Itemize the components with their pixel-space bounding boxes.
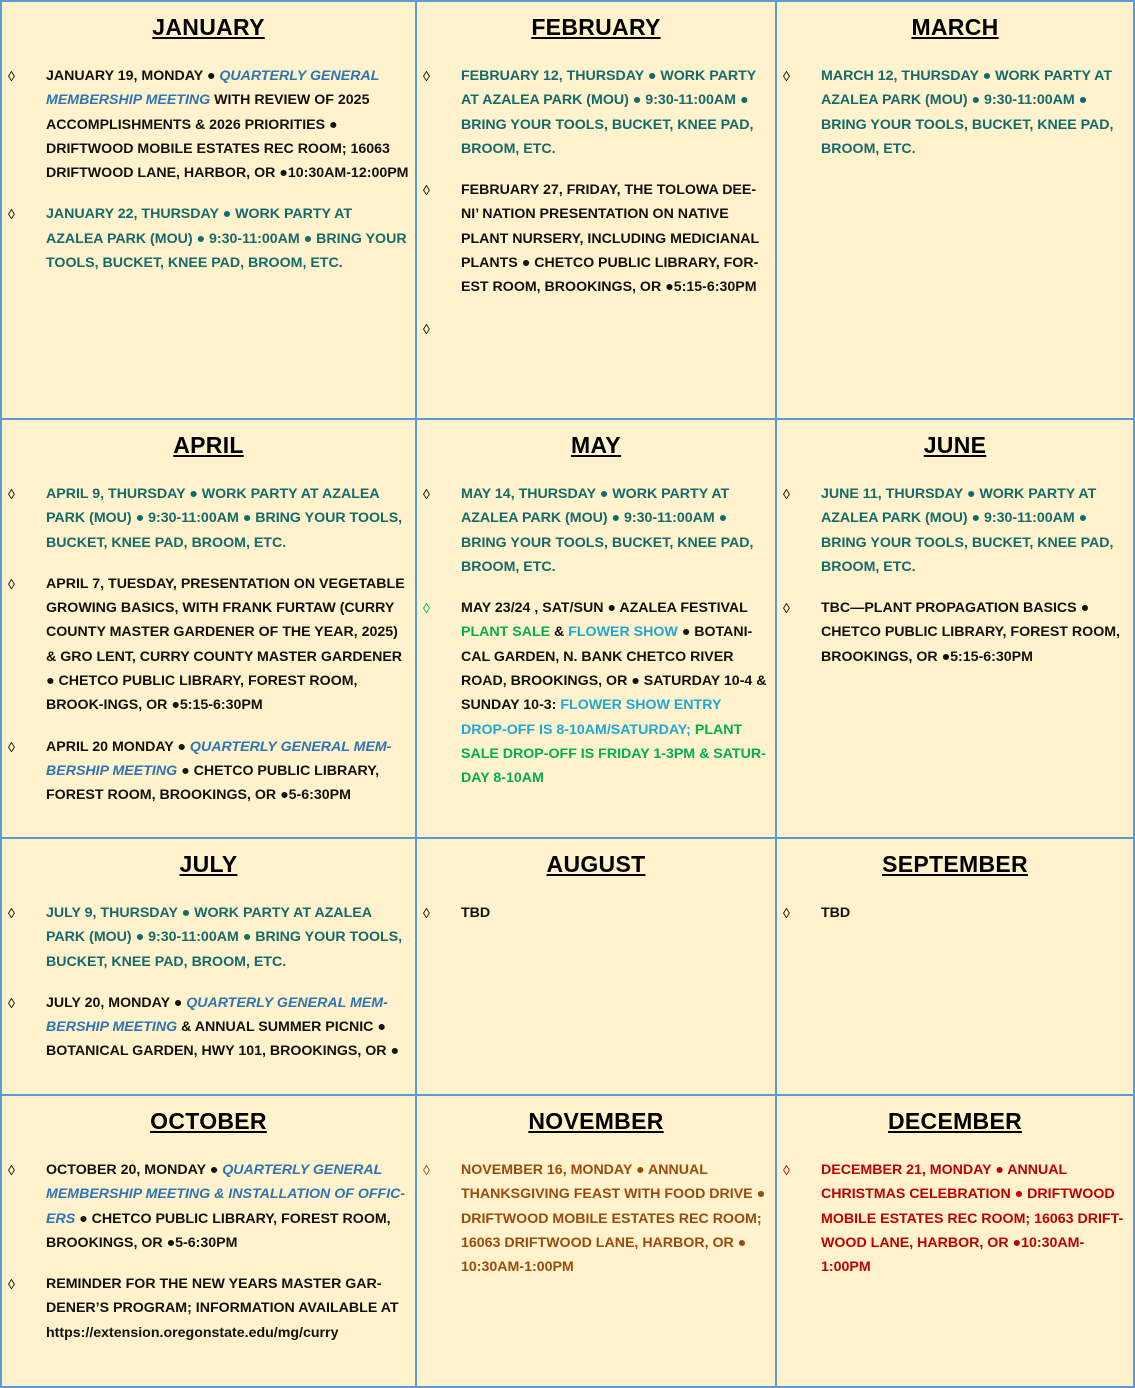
event-text: JULY 20, MONDAY ● [46, 994, 187, 1011]
event-list [417, 482, 775, 791]
diamond-bullet-icon: ◊ [783, 600, 790, 617]
event-list [417, 64, 775, 341]
event-text: ● CHETCO PUBLIC LIBRARY, FOREST ROOM, BROOKINGS, OR ●5-6:30PM [46, 762, 380, 804]
event-text: APRIL 20 MONDAY ● [46, 738, 190, 755]
event-text: & [550, 624, 569, 641]
event-text: PLANT SALE [461, 624, 551, 641]
month-cell-august [415, 837, 777, 1096]
diamond-bullet-icon: ◊ [8, 905, 15, 921]
event-text: MAY 23/24 , SAT/SUN ● AZALEA FESTIVAL [461, 600, 748, 617]
event-item [2, 202, 415, 275]
month-title: OCTOBER [150, 1108, 267, 1134]
event-item [417, 178, 775, 299]
month-title: MAY [571, 432, 621, 458]
month-cell-april [0, 418, 417, 839]
event-text: DECEMBER 21, MONDAY ● ANNUAL CHRISTMAS CELEBRATION ● DRIFTWOOD MOBILE ESTATES REC ROOM; 16063 DRIFT-WOOD LANE, HARBOR, OR ●10:30AM-1:00PM [821, 1162, 1124, 1276]
month-cell-december [775, 1094, 1135, 1388]
event-list [2, 482, 415, 808]
event-text: ● BOTANI-CAL GARDEN, N. BANK CHETCO RIVER ROAD, BROOKINGS, OR ● SATURDAY 10-4 & SUNDAY 10-3: [461, 624, 767, 714]
diamond-bullet-icon: ◊ [423, 320, 430, 337]
event-list [417, 901, 775, 925]
event-list [777, 64, 1133, 161]
diamond-bullet-icon: ◊ [423, 1162, 430, 1178]
event-text: JULY 9, THURSDAY ● WORK PARTY AT AZALEA PARK (MOU) ● 9:30-11:00AM ● BRING YOUR TOOLS, BUCKET, KNEE PAD, BROOM, ETC. [46, 905, 403, 970]
event-item [417, 901, 775, 925]
event-text: QUARTERLY GENERAL MEMBERSHIP MEETING & INSTALLATION OF OFFIC-ERS [46, 1162, 406, 1227]
event-item [777, 1158, 1133, 1279]
diamond-bullet-icon: ◊ [423, 905, 430, 921]
diamond-bullet-icon: ◊ [423, 600, 430, 617]
month-title: JANUARY [152, 14, 265, 40]
diamond-bullet-icon: ◊ [423, 68, 430, 84]
diamond-bullet-icon: ◊ [783, 486, 790, 502]
event-list [2, 901, 415, 1064]
event-item [2, 901, 415, 974]
event-text: QUARTERLY GENERAL MEM-BERSHIP MEETING [46, 994, 388, 1036]
event-item [2, 1158, 415, 1255]
event-text: ● CHETCO PUBLIC LIBRARY, FOREST ROOM, BROOKINGS, OR ●5-6:30PM [46, 1210, 391, 1251]
event-item [2, 735, 415, 808]
event-text: & ANNUAL SUMMER PICNIC ● BOTANICAL GARDEN, HWY 101, BROOKINGS, OR ● [46, 1019, 400, 1060]
event-item [417, 596, 775, 790]
event-text: TBD [821, 905, 851, 921]
month-cell-june [775, 418, 1135, 839]
event-text: FLOWER SHOW [568, 624, 678, 641]
month-title: FEBRUARY [531, 14, 661, 40]
diamond-bullet-icon: ◊ [8, 486, 15, 502]
event-text: APRIL 7, TUESDAY, PRESENTATION ON VEGETABLE GROWING BASICS, WITH FRANK FURTAW (CURRY COUNTY MASTER GARDENER OF THE YEAR, 2025) & GRO LENT, CURRY COUNTY MASTER GARDENER ● CHETCO PUBLIC LIBRARY, FOREST ROOM, BROOK-INGS, OR ●5:15-6:30PM [46, 575, 405, 714]
event-item [777, 596, 1133, 669]
month-cell-march [775, 0, 1135, 420]
month-title: MARCH [911, 14, 999, 40]
month-cell-september [775, 837, 1135, 1096]
month-title: JULY [179, 851, 238, 877]
event-text: APRIL 9, THURSDAY ● WORK PARTY AT AZALEA PARK (MOU) ● 9:30-11:00AM ● BRING YOUR TOOLS, BUCKET, KNEE PAD, BROOM, ETC. [46, 486, 403, 551]
month-title: SEPTEMBER [882, 851, 1028, 877]
event-list [2, 64, 415, 275]
diamond-bullet-icon: ◊ [423, 182, 430, 199]
diamond-bullet-icon: ◊ [8, 1162, 15, 1178]
month-title: AUGUST [546, 851, 646, 877]
diamond-bullet-icon: ◊ [8, 738, 15, 755]
event-item [417, 64, 775, 161]
event-text: TBC—PLANT PROPAGATION BASICS ● CHETCO PUBLIC LIBRARY, FOREST ROOM, BROOKINGS, OR ●5:15-6:30PM [821, 600, 1120, 665]
event-text: NOVEMBER 16, MONDAY ● ANNUAL THANKSGIVING FEAST WITH FOOD DRIVE ● DRIFTWOOD MOBILE ESTATES REC ROOM; 16063 DRIFTWOOD LANE, HARBOR, OR ● 10:30AM-1:00PM [461, 1162, 766, 1276]
diamond-bullet-icon: ◊ [8, 1276, 15, 1293]
event-text: JANUARY 22, THURSDAY ● WORK PARTY AT AZALEA PARK (MOU) ● 9:30-11:00AM ● BRING YOUR TOOLS, BUCKET, KNEE PAD, BROOM, ETC. [46, 206, 407, 272]
event-text: QUARTERLY GENERAL MEM-BERSHIP MEETING [46, 738, 392, 779]
event-text: MAY 14, THURSDAY ● WORK PARTY AT AZALEA PARK (MOU) ● 9:30-11:00AM ● BRING YOUR TOOLS, BUCKET, KNEE PAD, BROOM, ETC. [461, 486, 754, 575]
month-cell-january [0, 0, 417, 420]
event-text: OCTOBER 20, MONDAY ● [46, 1162, 223, 1178]
diamond-bullet-icon: ◊ [8, 68, 15, 84]
event-item [417, 482, 775, 579]
event-list [2, 1158, 415, 1345]
diamond-bullet-icon: ◊ [423, 486, 430, 502]
month-cell-july [0, 837, 417, 1096]
event-text: MARCH 12, THURSDAY ● WORK PARTY AT AZALEA PARK (MOU) ● 9:30-11:00AM ● BRING YOUR TOOLS, BUCKET, KNEE PAD, BROOM, ETC. [821, 68, 1114, 157]
event-item [777, 482, 1133, 579]
event-text: FEBRUARY 12, THURSDAY ● WORK PARTY AT AZALEA PARK (MOU) ● 9:30-11:00AM ● BRING YOUR TOOLS, BUCKET, KNEE PAD, BROOM, ETC. [461, 68, 756, 157]
event-text: JUNE 11, THURSDAY ● WORK PARTY AT AZALEA PARK (MOU) ● 9:30-11:00AM ● BRING YOUR TOOLS, BUCKET, KNEE PAD, BROOM, ETC. [821, 486, 1114, 575]
month-cell-october [0, 1094, 417, 1388]
event-text: JANUARY 19, MONDAY ● [46, 68, 220, 84]
event-text: TBD [461, 905, 491, 921]
diamond-bullet-icon: ◊ [783, 1162, 790, 1178]
month-title: JUNE [923, 432, 987, 458]
event-list [777, 901, 1133, 925]
event-text: FLOWER SHOW ENTRY DROP-OFF IS 8-10AM/SATURDAY; [461, 697, 722, 738]
event-text: PLANT SALE DROP-OFF IS FRIDAY 1-3PM & SATUR-DAY 8-10AM [461, 721, 766, 787]
event-text: FEBRUARY 27, FRIDAY, THE TOLOWA DEE-NI’ NATION PRESENTATION ON NATIVE PLANT NURSERY, INCLUDING MEDICIANAL PLANTS ● CHETCO PUBLIC LIBRARY, FOR-EST ROOM, BROOKINGS, OR ●5:15-6:30PM [461, 182, 759, 296]
event-list [777, 1158, 1133, 1279]
event-text: WITH REVIEW OF 2025 ACCOMPLISHMENTS & 2026 PRIORITIES ● DRIFTWOOD MOBILE ESTATES REC ROOM; 16063 DRIFTWOOD LANE, HARBOR, OR ●10:30AM-12:00PM [46, 92, 409, 182]
event-item [777, 64, 1133, 161]
event-item [2, 1272, 415, 1345]
event-item [2, 482, 415, 555]
event-item [417, 317, 775, 341]
event-text: REMINDER FOR THE NEW YEARS MASTER GAR-DENER’S PROGRAM; INFORMATION AVAILABLE AT https://extension.oregonstate.edu/mg/curry [46, 1276, 399, 1341]
diamond-bullet-icon: ◊ [8, 206, 15, 223]
month-cell-may [415, 418, 777, 839]
month-title: NOVEMBER [528, 1108, 664, 1134]
month-cell-november [415, 1094, 777, 1388]
month-title: DECEMBER [887, 1108, 1023, 1134]
event-text: QUARTERLY GENERAL MEMBERSHIP MEETING [46, 68, 380, 109]
event-list [417, 1158, 775, 1279]
diamond-bullet-icon: ◊ [8, 575, 15, 592]
diamond-bullet-icon: ◊ [783, 905, 790, 921]
event-item [2, 64, 415, 185]
diamond-bullet-icon: ◊ [783, 68, 790, 84]
month-cell-february [415, 0, 777, 420]
event-list [777, 482, 1133, 669]
diamond-bullet-icon: ◊ [8, 994, 15, 1011]
event-item [2, 572, 415, 718]
event-item [2, 991, 415, 1064]
event-item [417, 1158, 775, 1279]
month-title: APRIL [173, 432, 244, 458]
event-item [777, 901, 1133, 925]
